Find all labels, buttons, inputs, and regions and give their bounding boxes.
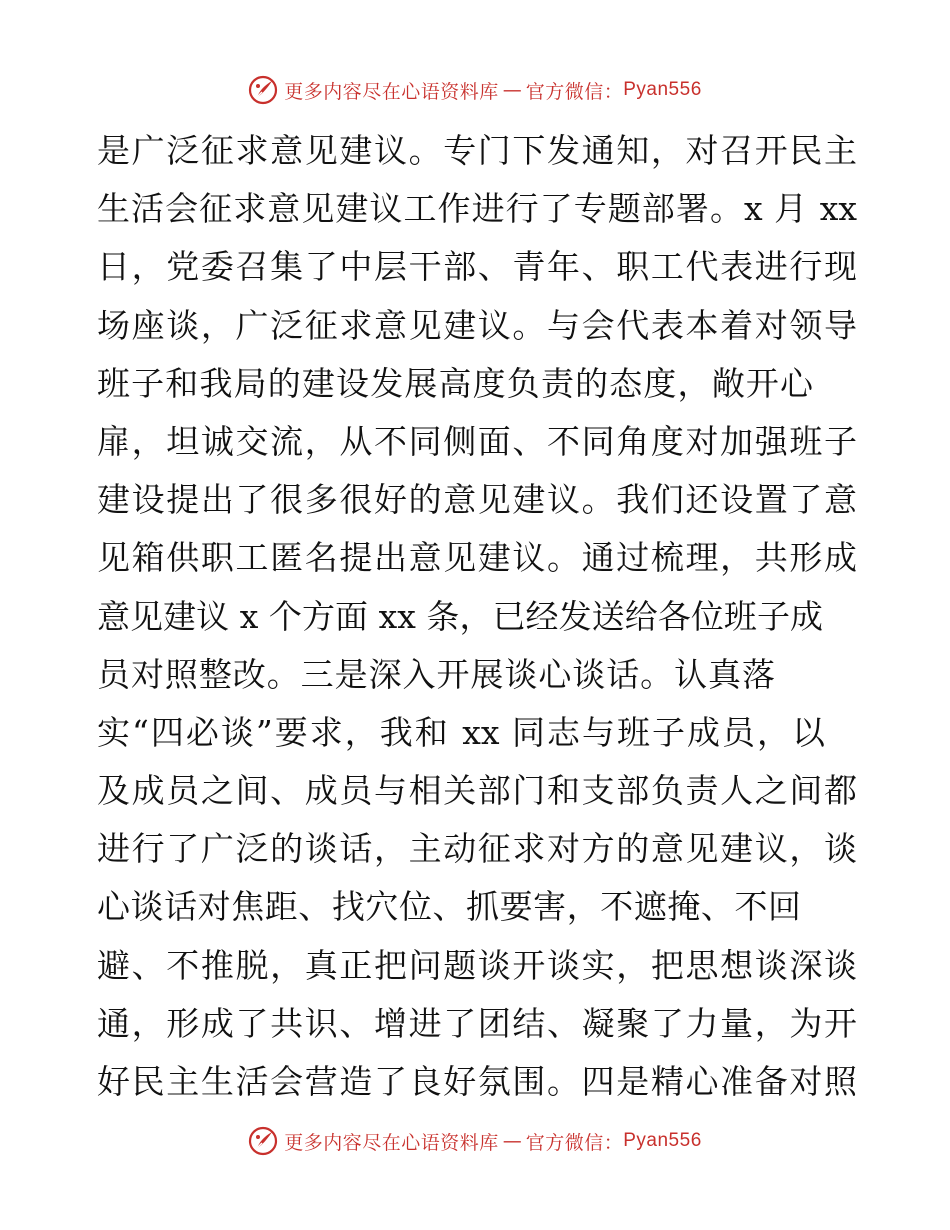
text-line: 意见建议 x 个方面 xx 条，已经发送给各位班子成	[97, 596, 823, 636]
watermark-site-text: 更多内容尽在心语资料库	[284, 1131, 499, 1154]
watermark-site-text: 更多内容尽在心语资料库	[284, 80, 499, 103]
text-line: 心谈话对焦距、找穴位、抓要害，不遮掩、不回	[97, 887, 801, 927]
text-line: 是广泛征求意见建议。专门下发通知，对召开民主	[97, 131, 857, 170]
watermark-label: 官方微信：	[525, 80, 624, 103]
text-line: 生活会征求意见建议工作进行了专题部署。x 月 xx	[97, 189, 857, 229]
watermark-dash: —	[502, 79, 522, 101]
watermark-header	[0, 70, 950, 110]
document-body	[97, 122, 857, 1111]
watermark-label: 官方微信：	[525, 1131, 624, 1154]
text-line: 通，形成了共识、增进了团结、凝聚了力量，为开	[97, 1003, 857, 1043]
watermark-dash: —	[502, 1130, 522, 1152]
text-line: 日，党委召集了中层干部、青年、职工代表进行现	[97, 247, 857, 287]
text-line: 避、不推脱，真正把问题谈开谈实，把思想谈深谈	[97, 945, 857, 985]
text-line: 场座谈，广泛征求意见建议。与会代表本着对领导	[97, 305, 857, 345]
text-line: 实“四必谈”要求，我和 xx 同志与班子成员，以	[97, 712, 825, 752]
watermark-footer	[0, 1121, 950, 1161]
watermark-wechat-id: Pyan556	[623, 1130, 702, 1151]
text-line: 建设提出了很多很好的意见建议。我们还设置了意	[97, 480, 857, 520]
text-line: 扉，坦诚交流，从不同侧面、不同角度对加强班子	[97, 421, 857, 461]
text-line: 班子和我局的建设发展高度负责的态度，敞开心	[97, 363, 813, 403]
watermark-wechat-id: Pyan556	[623, 79, 702, 100]
text-line: 见箱供职工匿名提出意见建议。通过梳理，共形成	[97, 538, 857, 578]
text-line: 及成员之间、成员与相关部门和支部负责人之间都	[97, 771, 857, 811]
feather-pen-logo-icon	[248, 75, 278, 105]
text-line: 员对照整改。三是深入开展谈心谈话。认真落	[97, 654, 775, 694]
text-line: 好民主生活会营造了良好氛围。四是精心准备对照	[97, 1062, 857, 1101]
feather-pen-logo-icon	[248, 1126, 278, 1156]
text-line: 进行了广泛的谈话，主动征求对方的意见建议，谈	[97, 829, 857, 869]
